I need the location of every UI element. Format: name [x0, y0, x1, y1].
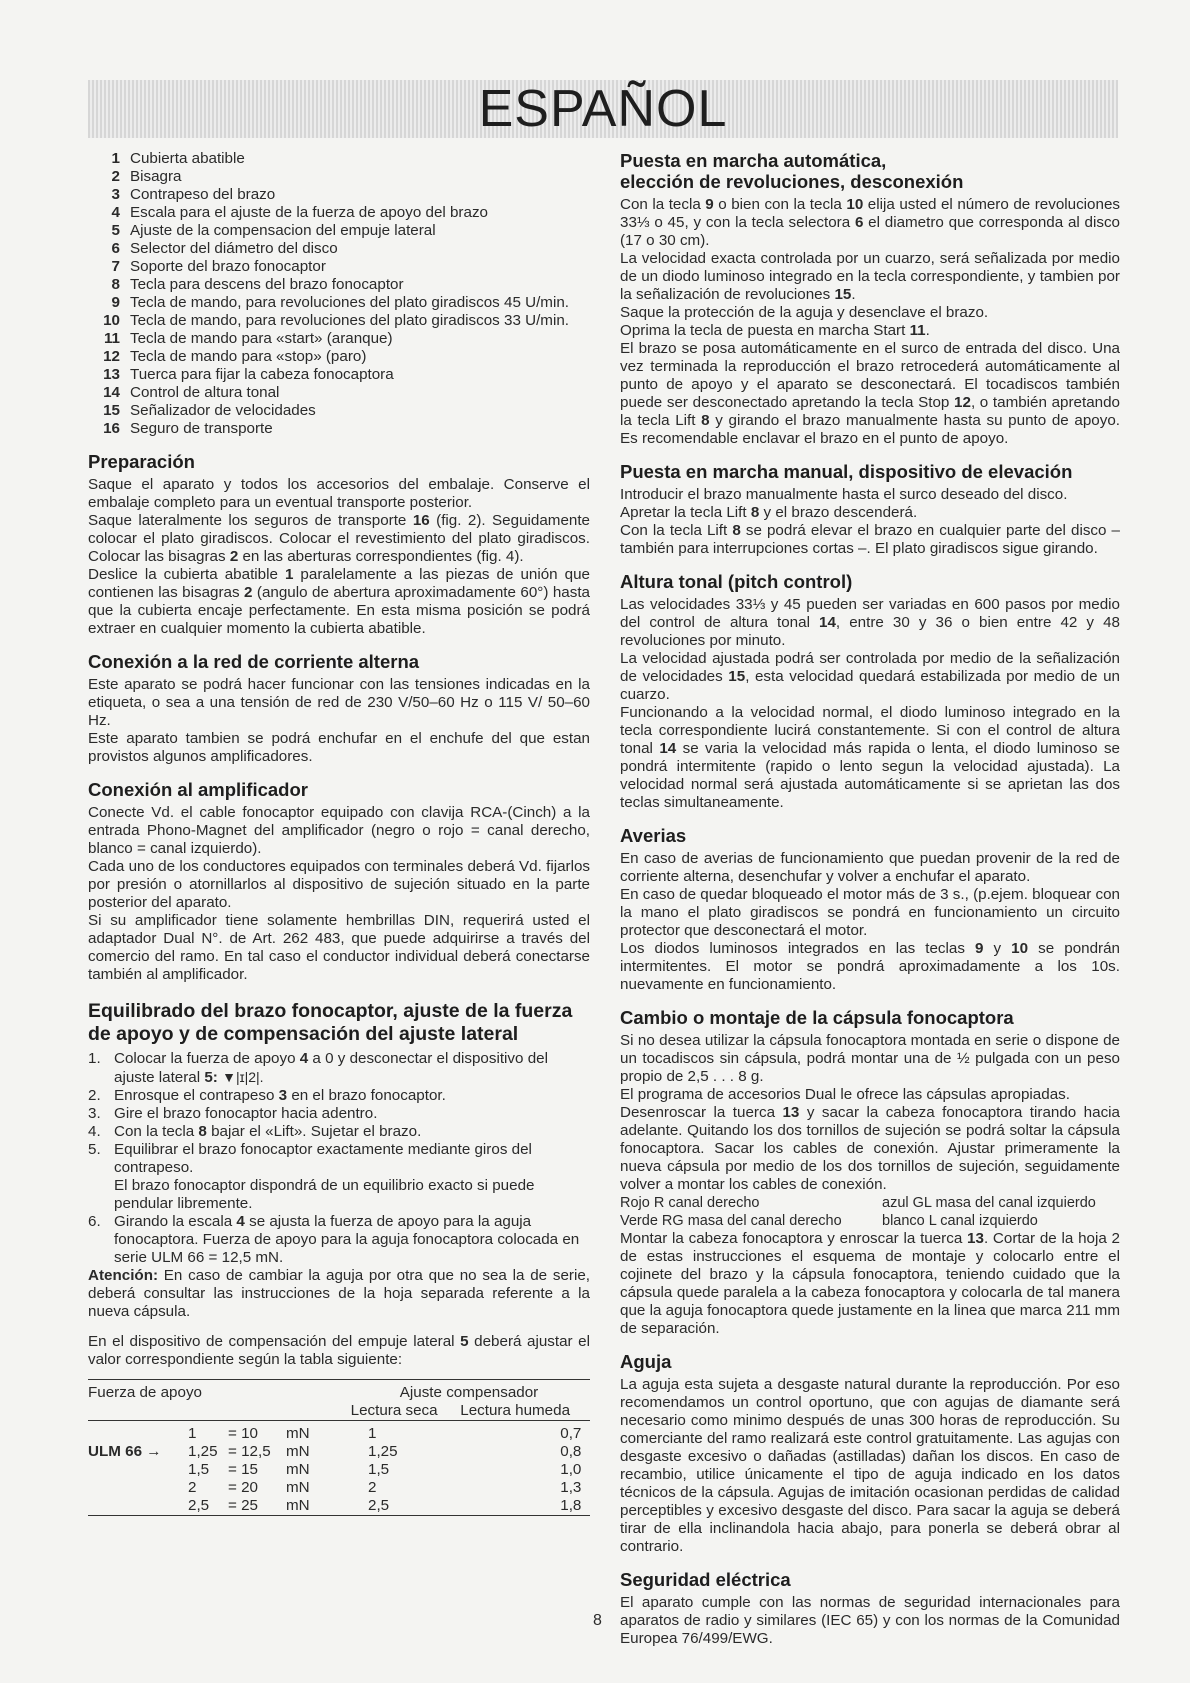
paragraph: Introducir el brazo manualmente hasta el surco deseado del disco. — [620, 486, 1068, 503]
paragraph: El programa de accesorios Dual le ofrece las cápsulas apropiadas. — [620, 1086, 1070, 1103]
part-item: 16 Seguro de transporte — [103, 420, 273, 437]
section-heading-automatica: Puesta en marcha automática, elección de revoluciones, desconexión — [620, 150, 964, 192]
table-header-fuerza: Fuerza de apoyo — [88, 1384, 202, 1401]
step-item: 2. Enrosque el contrapeso 3 en el brazo fonocaptor. — [88, 1087, 446, 1104]
table-header-ajuste: Ajuste compensador — [399, 1384, 539, 1401]
paragraph: La velocidad exacta controlada por un cuarzo, será señalizada por medio de un diodo luminoso integrado en la tecla correspondiente, y tambien por la señalización de revoluciones 15. — [620, 250, 1120, 303]
step-item: 3. Gire el brazo fonocaptor hacia adentro. — [88, 1105, 378, 1122]
part-item: 3 Contrapeso del brazo — [111, 186, 276, 203]
step-item: 6. Girando la escala 4 se ajusta la fuerza de apoyo para la aguja fonocaptora. Fuerza de apoyo para la aguja fonocaptora colocada en serie ULM 66 = 12,5 mN. — [88, 1213, 580, 1266]
section-heading-red: Conexión a la red de corriente alterna — [88, 651, 420, 672]
antiskating-table — [88, 1379, 590, 1516]
table-row: ULM 66 → 1,25 = 12,5 mN 1,25 0,8 — [88, 1443, 582, 1460]
part-item: 11 Tecla de mando para «start» (aranque) — [103, 330, 393, 347]
part-item: 6 Selector del diámetro del disco — [111, 240, 338, 257]
paragraph: Saque la protección de la aguja y desenclave el brazo. — [620, 304, 989, 321]
part-item: 14 Control de altura tonal — [103, 384, 280, 401]
part-item: 2 Bisagra — [111, 168, 182, 185]
paragraph: Este aparato tambien se podrá enchufar en el enchufe del que estan provistos algunos amplificadores. — [88, 730, 590, 765]
paragraph: La velocidad ajustada podrá ser controlada por medio de la señalización de velocidades 15, esta velocidad quedará estabilizada por medio de un cuarzo. — [620, 650, 1120, 703]
paragraph: Montar la cabeza fonocaptora y enroscar la tuerca 13. Cortar de la hoja 2 de estas instrucciones el esquema de montaje y colocarlo entre el cojinete del brazo y la cápsula fonocaptora, teniendo cuidado que la cápsula quede paralela a la cabeza fonocaptora y colocarla de tal manera que la aguja fonocaptora quede justamente en la linea que marca 211 mm de separación. — [620, 1230, 1120, 1337]
paragraph: Desenroscar la tuerca 13 y sacar la cabeza fonocaptora tirando hacia adelante. Quitando los dos tornillos de sujeción se podrá soltar la cápsula fonocaptora. Sacar los cables de conexión. Ajustar primeramente la nueva cápsula por medio de los dos tornillos de sujeción, seguidamente volver a montar los cables de conexión. — [620, 1104, 1120, 1193]
cable-colors-row: Verde RG masa del canal derecho blanco L canal izquierdo — [620, 1213, 1038, 1229]
cable-colors-row: Rojo R canal derecho azul GL masa del canal izquierdo — [620, 1195, 1096, 1211]
section-heading-capsula: Cambio o montaje de la cápsula fonocaptora — [620, 1007, 1014, 1028]
section-heading-amplificador: Conexión al amplificador — [88, 779, 308, 800]
paragraph: El brazo se posa automáticamente en el surco de entrada del disco. Una vez terminada la reproducción el brazo retrocederá automáticamente al punto de apoyo y el aparato se desconectará. El tocadiscos también puede ser desconectado apretando la tecla Stop 12, o también apretando la tecla Lift 8 y girando el brazo manualmente hasta su punto de apoyo. Es recomendable enclavar el brazo en el punto de apoyo. — [620, 340, 1121, 447]
part-item: 10 Tecla de mando, para revoluciones del plato giradiscos 33 U/min. — [103, 312, 569, 329]
paragraph: Con la tecla 9 o bien con la tecla 10 elija usted el número de revoluciones 33⅓ o 45, y con la tecla selectora 6 el diametro que corresponda al disco (17 o 30 cm). — [620, 196, 1120, 249]
part-item: 13 Tuerca para fijar la cabeza fonocaptora — [103, 366, 394, 383]
table-subheader-humeda: Lectura humeda — [460, 1402, 571, 1419]
section-heading-averias: Averias — [620, 825, 687, 846]
left-column — [88, 150, 590, 1516]
paragraph: Las velocidades 33⅓ y 45 pueden ser variadas en 600 pasos por medio del control de altura tonal 14, entre 30 y 36 o bien entre 42 y 48 revoluciones por minuto. — [620, 596, 1120, 649]
antiskating-symbol: ▼|ɪ|2|. — [222, 1069, 264, 1085]
step-item: 4. Con la tecla 8 bajar el «Lift». Sujetar el brazo. — [88, 1123, 422, 1140]
parts-list — [88, 150, 590, 438]
section-heading-preparacion: Preparación — [88, 451, 195, 472]
part-item: 5 Ajuste de la compensacion del empuje lateral — [111, 222, 436, 239]
section-heading-equilibrado: Equilibrado del brazo fonocaptor, ajuste de la fuerza de apoyo y de compensación del ajuste lateral — [88, 1000, 573, 1045]
paragraph: Si su amplificador tiene solamente hembrillas DIN, requerirá usted el adaptador Dual N°. de Art. 262 483, que puede adquirirse a través del comercio del ramo. En tal caso el conductor individual deberá conectarse también al amplificador. — [88, 912, 590, 983]
part-item: 7 Soporte del brazo fonocaptor — [111, 258, 326, 275]
paragraph: Saque lateralmente los seguros de transporte 16 (fig. 2). Seguidamente colocar el plato giradiscos. Colocar el revestimiento del plato giradiscos. Colocar las bisagras 2 en las aberturas correspondientes (fig. 4). — [88, 512, 591, 565]
paragraph: Los diodos luminosos integrados en las teclas 9 y 10 se pondrán intermitentes. El motor se pondrá aproximadamente a los 10s. nuevamente en funcionamiento. — [620, 940, 1120, 993]
steps-list — [88, 1050, 590, 1267]
part-item: 4 Escala para el ajuste de la fuerza de apoyo del brazo — [111, 204, 488, 221]
paragraph: Funcionando a la velocidad normal, el diodo luminoso integrado en la tecla correspondiente lucirá constantemente. Si con el control de altura tonal 14 se varia la velocidad más rapida o lenta, el diodo luminoso se pondrá intermitente (rapido o lento segun la velocidad ajustada). La velocidad normal será ajustada automáticamente si se aprietan las dos teclas simultaneamente. — [620, 704, 1120, 811]
page-number: 8 — [593, 1612, 602, 1629]
paragraph: Si no desea utilizar la cápsula fonocaptora montada en serie o dispone de un tocadiscos sin cápsula, podrá montar una de ½ pulgada con un peso propio de 2,5 . . . 8 g. — [620, 1032, 1120, 1085]
paragraph: Cada uno de los conductores equipados con terminales deberá Vd. fijarlos por presión o atornillarlos al dispositivo de sujeción situado en la parte posterior del aparato. — [88, 858, 590, 911]
part-item: 12 Tecla de mando para «stop» (paro) — [103, 348, 367, 365]
section-heading-manual: Puesta en marcha manual, dispositivo de elevación — [620, 461, 1073, 482]
section-heading-aguja: Aguja — [620, 1351, 672, 1372]
paragraph: En caso de averias de funcionamiento que puedan provenir de la red de corriente alterna, desenchufar y volver a enchufar el aparato. — [620, 850, 1120, 885]
title-banner — [88, 80, 1118, 138]
paragraph: El aparato cumple con las normas de seguridad internacionales para aparatos de radio y similares (IEC 65) y con los normas de la Comunidad Europea 76/499/EWG. — [620, 1594, 1120, 1647]
paragraph: Con la tecla Lift 8 se podrá elevar el brazo en cualquier parte del disco – también para interrupciones cortas –. El plato giradiscos sigue girando. — [620, 522, 1120, 557]
part-item: 9 Tecla de mando, para revoluciones del plato giradiscos 45 U/min. — [111, 294, 569, 311]
paragraph: En el dispositivo de compensación del empuje lateral 5 deberá ajustar el valor correspondiente según la tabla siguiente: — [88, 1333, 590, 1368]
paragraph: Conecte Vd. el cable fonocaptor equipado con clavija RCA-(Cinch) a la entrada Phono-Magnet del amplificador (negro o rojo = canal derecho, blanco = canal izquierdo). — [88, 804, 590, 857]
paragraph: Apretar la tecla Lift 8 y el brazo descenderá. — [620, 504, 918, 521]
part-item: 1 Cubierta abatible — [111, 150, 245, 167]
part-item: 8 Tecla para descens del brazo fonocaptor — [111, 276, 404, 293]
part-item: 15 Señalizador de velocidades — [103, 402, 316, 419]
table-row: 1 = 10 mN 1 0,7 — [188, 1425, 582, 1442]
page-title: ESPAÑOL — [478, 80, 728, 138]
step-item: 5. Equilibrar el brazo fonocaptor exactamente mediante giros del contrapeso. El brazo fonocaptor dispondrá de un equilibrio exacto si puede pendular libremente. — [88, 1141, 535, 1212]
paragraph: En caso de quedar bloqueado el motor más de 3 s., (p.ejem. bloquear con la mano el plato giradiscos se pondrá en funcionamiento un circuito protector que desconectará el motor. — [620, 886, 1120, 939]
table-row: 1,5 = 15 mN 1,5 1,0 — [188, 1461, 582, 1478]
attention-note: Atención: En caso de cambiar la aguja por otra que no sea la de serie, deberá consultar las instrucciones de la hoja separada referente a la nueva cápsula. — [88, 1267, 590, 1320]
paragraph: La aguja esta sujeta a desgaste natural durante la reproducción. Por eso recomendamos un control oportuno, que con agujas de diamante será necesario como minimo después de unas 300 horas de reproducción. Su comerciante del ramo realizará este control gratuitamente. Las agujas con desgaste excesivo o dañadas (astilladas) dañan los discos. En caso de recambio, utilice únicamente el tipo de aguja indicado en los datos técnicos de la cápsula. Agujas de imitación ocasionan perdidas de calidad perceptibles y excesivo desgaste del disco. Para sacar la aguja se deberá tirar de ella inclinandola hacia abajo, para ponerla se deberá obrar al contrario. — [620, 1376, 1120, 1555]
paragraph: Oprima la tecla de puesta en marcha Start 11. — [620, 322, 930, 339]
section-heading-pitch: Altura tonal (pitch control) — [620, 571, 853, 592]
table-row: 2,5 = 25 mN 2,5 1,8 — [88, 1497, 590, 1516]
paragraph: Saque el aparato y todos los accesorios del embalaje. Conserve el embalaje completo para un eventual transporte posterior. — [88, 476, 590, 511]
paragraph: Deslice la cubierta abatible 1 paralelamente a las piezas de unión que contienen las bisagras 2 (angulo de abertura aproximadamente 60°) hasta que la cubierta encaje perfectamente. En esta misma posición se podrá extraer en cualquier momento la cubierta abatible. — [88, 566, 590, 637]
section-heading-seguridad: Seguridad eléctrica — [620, 1569, 791, 1590]
table-row: 2 = 20 mN 2 1,3 — [188, 1479, 582, 1496]
table-subheader-seca: Lectura seca — [350, 1402, 438, 1419]
ulm-label: ULM 66 → — [88, 1443, 162, 1460]
step-item: 1. Colocar la fuerza de apoyo 4 a 0 y desconectar el dispositivo del ajuste lateral 5: ▼|ɪ|2|. — [88, 1050, 548, 1086]
paragraph: Este aparato se podrá hacer funcionar con las tensiones indicadas en la etiqueta, o sea a una tensión de red de 230 V/50–60 Hz o 115 V/ 50–60 Hz. — [88, 676, 590, 729]
right-column — [620, 150, 1120, 1648]
